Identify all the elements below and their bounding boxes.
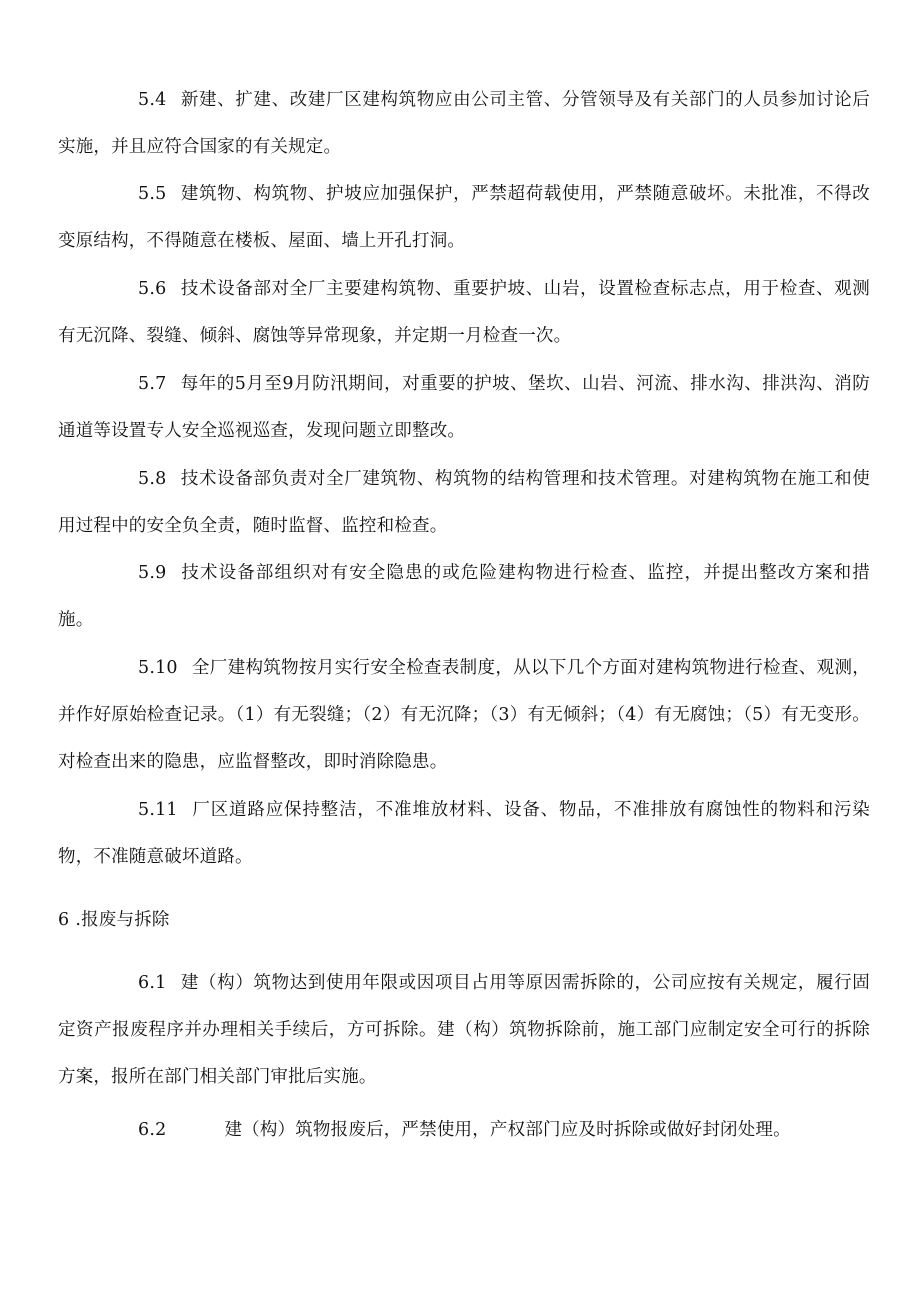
paragraph-6-2 (58, 1107, 870, 1154)
section-number: 6 (58, 910, 70, 930)
clause-number: 5.11 (138, 800, 178, 820)
clause-text: 厂区道路应保持整洁，不准堆放材料、设备、物品，不准排放有腐蚀性的物料和污染物，不准随意破坏道路。 (58, 800, 870, 867)
clause-number: 5.8 (138, 469, 167, 489)
clause-text: 建筑物、构筑物、护坡应加强保护，严禁超荷载使用，严禁随意破坏。未批准，不得改变原结构，不得随意在楼板、屋面、墙上开孔打洞。 (58, 184, 870, 251)
paragraph-5-5 (58, 171, 870, 265)
section-title: .报废与拆除 (75, 910, 170, 930)
paragraph-5-6 (58, 266, 870, 360)
clause-number: 5.7 (138, 374, 167, 394)
clause-text: 技术设备部负责对全厂建筑物、构筑物的结构管理和技术管理。对建构筑物在施工和使用过程中的安全负全责，随时监督、监控和检查。 (58, 469, 870, 536)
paragraph-5-7 (58, 361, 870, 455)
paragraph-5-10 (58, 645, 870, 786)
paragraph-5-8 (58, 456, 870, 550)
paragraph-5-11 (58, 787, 870, 881)
clause-number: 5.10 (138, 658, 178, 678)
clause-text: 新建、扩建、改建厂区建构筑物应由公司主管、分管领导及有关部门的人员参加讨论后实施，并且应符合国家的有关规定。 (58, 90, 870, 157)
clause-number: 5.6 (138, 279, 167, 299)
paragraph-5-9 (58, 550, 870, 644)
clause-text: 建（构）筑物报废后，严禁使用，产权部门应及时拆除或做好封闭处理。 (224, 1120, 791, 1140)
paragraph-5-4 (58, 77, 870, 171)
clause-text: 建（构）筑物达到使用年限或因项目占用等原因需拆除的，公司应按有关规定，履行固定资产报废程序并办理相关手续后，方可拆除。建（构）筑物拆除前，施工部门应制定安全可行的拆除方案，报所在部门相关部门审批后实施。 (58, 973, 870, 1087)
clause-text: 全厂建构筑物按月实行安全检查表制度，从以下几个方面对建构筑物进行检查、观测，并作好原始检查记录。（1）有无裂缝；（2）有无沉降；（3）有无倾斜；（4）有无腐蚀；（5）有无变形。对检查出来的隐患，应监督整改，即时消除隐患。 (58, 658, 870, 772)
clause-text: 技术设备部对全厂主要建构筑物、重要护坡、山岩，设置检查标志点，用于检查、观测有无沉降、裂缝、倾斜、腐蚀等异常现象，并定期一月检查一次。 (58, 279, 870, 346)
clause-number: 5.9 (138, 563, 167, 583)
clause-number: 5.5 (138, 184, 167, 204)
clause-text: 技术设备部组织对有安全隐患的或危险建构物进行检查、监控，并提出整改方案和措施。 (58, 563, 870, 630)
section-heading-6 (58, 897, 170, 944)
clause-number: 6.1 (138, 973, 167, 993)
clause-number: 6.2 (138, 1120, 167, 1140)
clause-text: 每年的5月至9月防汛期间，对重要的护坡、堡坎、山岩、河流、排水沟、排洪沟、消防通道等设置专人安全巡视巡查，发现问题立即整改。 (58, 374, 870, 441)
paragraph-6-1 (58, 960, 870, 1101)
clause-number: 5.4 (138, 90, 167, 110)
